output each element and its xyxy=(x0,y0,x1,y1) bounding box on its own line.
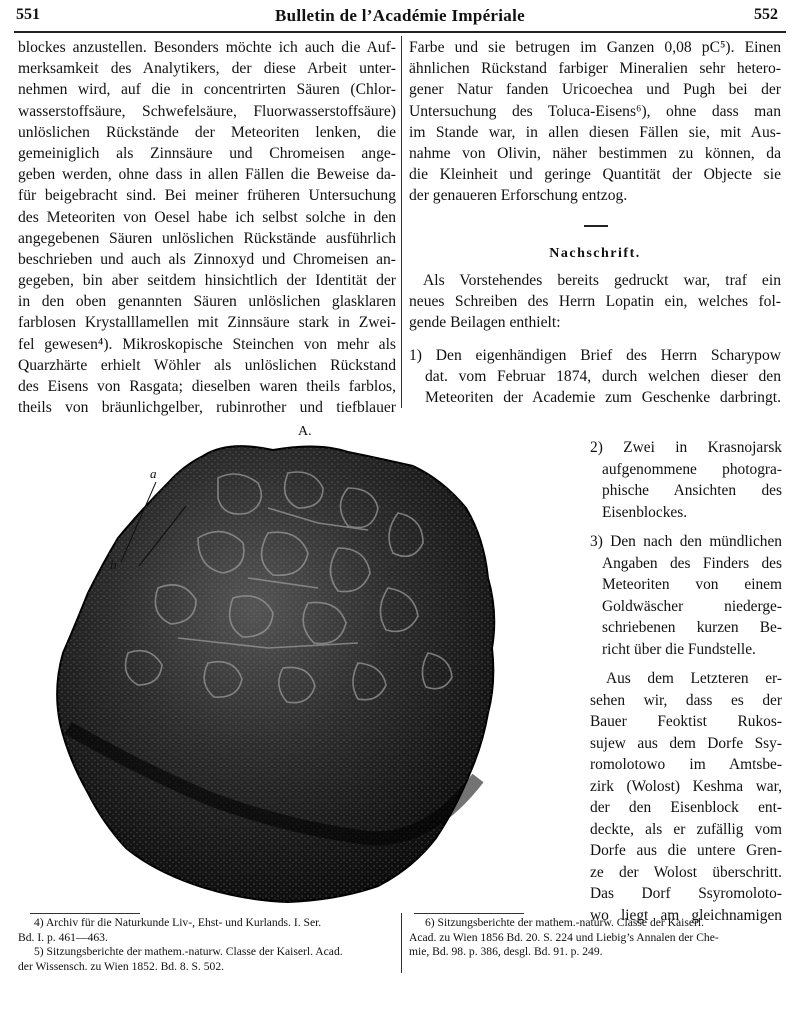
item-line: Meteoriten der Academie zum Geschenke darbringt. xyxy=(425,389,781,407)
left-line: unlöslichen Rückstände der Meteoriten lenken, die xyxy=(18,123,396,141)
item-line: dat. vom Februar 1874, durch welchen dieser den xyxy=(425,368,781,386)
right-line: die Kleinheit und geringe Quantität der Objecte sie xyxy=(409,166,781,184)
left-line: theils von bräunlichgelber, rubinrother und tiefblauer xyxy=(18,399,396,417)
left-line: des Meteoriten von Oesel habe ich selbst solche in den xyxy=(18,208,396,226)
marker-b: b xyxy=(110,557,117,572)
journal-title: Bulletin de l’Académie Impériale xyxy=(275,6,525,25)
footnote-divider xyxy=(401,913,402,973)
left-line: gemeiniglich als Zinnsäure und Chromeisen ange- xyxy=(18,144,396,162)
marker-a: a xyxy=(150,466,157,481)
side-line: Eisenblockes. xyxy=(602,503,688,521)
left-line: blockes anzustellen. Besonders möchte ich auch die Auf- xyxy=(18,39,396,56)
left-line: fel gewesen⁴). Mikroskopische Steinchen von mehr als xyxy=(18,335,396,353)
side-line: Angaben des Finders des xyxy=(602,554,782,572)
side-line: deckte, als er zufällig vom xyxy=(590,820,782,838)
left-line: merksamkeit des Analytikers, der diese Arbeit unter- xyxy=(18,60,396,78)
item-1 xyxy=(409,345,781,409)
left-line: nehmen wird, auf die in concentrirten Säuren (Chlor- xyxy=(18,81,396,99)
meteorite-illustration xyxy=(18,438,582,908)
left-line: Quarzhärte erhielt Wöhler als unlöslichen Rückstand xyxy=(18,356,396,374)
meteorite-figure xyxy=(18,438,582,908)
item-line: 1) Den eigenhändigen Brief des Herrn Scharypow xyxy=(409,347,781,364)
side-line: zirk (Wolost) Keshma war, xyxy=(590,777,782,795)
footnote-line: Acad. zu Wien 1856 Bd. 20. S. 224 und Liebig’s Annalen der Che- xyxy=(409,930,719,944)
footnote-line: 5) Sitzungsberichte der mathem.-naturw. Classe der Kaiserl. Acad. xyxy=(34,945,343,959)
left-column xyxy=(18,37,396,418)
side-line: Dorfe aus die untere Gren- xyxy=(590,842,782,859)
intro-line: neues Schreiben des Herrn Lopatin ein, welches fol- xyxy=(409,293,781,311)
side-line: Aus dem Letzteren er- xyxy=(606,670,782,687)
left-line: beschrieben und auch als Zinnoxyd und Chromeisen an- xyxy=(18,250,396,268)
footnotes-left xyxy=(18,916,396,974)
footnote-line: der Wissensch. zu Wien 1852. Bd. 8. S. 502. xyxy=(18,959,225,973)
side-line: 3) Den nach den mündlichen xyxy=(590,533,782,550)
left-line: geben werden, ohne dass in allen Fällen die Beweise da- xyxy=(18,166,396,184)
right-line: der genaueren Erforschung entzog. xyxy=(409,187,628,205)
right-line: nahme von Olivin, näher bestimmen zu können, da xyxy=(409,144,781,162)
side-line: wo liegt am gleichnamigen xyxy=(590,906,782,924)
nachschrift-intro xyxy=(409,270,781,334)
nachschrift-heading: Nachschrift. xyxy=(549,246,641,261)
side-line: ze der Wolost überschritt. xyxy=(590,863,782,881)
side-line: Meteoriten von einem xyxy=(602,576,782,593)
page-number-right: 552 xyxy=(754,6,778,23)
side-line: der den Eisenblock ent- xyxy=(590,799,782,816)
running-header xyxy=(0,4,800,28)
side-line: Das Dorf Ssyromoloto- xyxy=(590,885,782,902)
column-divider xyxy=(401,36,402,408)
left-line: in den oben genannten Säuren unlöslichen glasklaren xyxy=(18,293,396,311)
right-line: im Stande war, in allen diesen Fällen sie, mit Aus- xyxy=(409,123,781,141)
side-text xyxy=(590,437,782,926)
side-line: sujew aus dem Dorfe Ssy- xyxy=(590,734,782,752)
footnote-line: Bd. I. p. 461—463. xyxy=(18,930,108,944)
page-number-left: 551 xyxy=(16,6,40,23)
right-line: Untersuchung des Toluca-Eisens⁶), ohne dass man xyxy=(409,102,781,120)
side-line: aufgenommene photogra- xyxy=(602,460,782,478)
right-column xyxy=(409,37,781,207)
side-line: romolotowo im Amtsbe- xyxy=(590,756,782,773)
footnote-line: 4) Archiv für die Naturkunde Liv-, Ehst- und Kurlands. I. Ser. xyxy=(34,916,322,929)
side-line: phische Ansichten des xyxy=(602,482,782,499)
left-line: farblosen Krystalllamellen mit Zinnsäure stark in Zwei- xyxy=(18,314,396,332)
right-line: ähnlichen Rückstand farbiger Mineralien sehr hetero- xyxy=(409,60,781,78)
footnote-line: 6) Sitzungsberichte der mathem.-naturw. Classe der Kaiserl. xyxy=(425,916,705,929)
footnotes-right xyxy=(409,916,781,960)
footnote-rule-left xyxy=(30,913,140,914)
intro-line: Als Vorstehendes bereits gedruckt war, traf ein xyxy=(423,272,781,289)
left-line: für beigebracht sind. Bei meiner früheren Untersuchung xyxy=(18,187,396,205)
right-line: Farbe und sie betrugen im Ganzen 0,08 pC⁵). Einen xyxy=(409,39,781,56)
intro-line: gende Beilagen enthielt: xyxy=(409,314,561,332)
left-line: wasserstoffsäure, Schwefelsäure, Fluorwasserstoffsäure) xyxy=(18,102,396,120)
side-line: 2) Zwei in Krasnojarsk xyxy=(590,439,782,456)
side-line: schriebenen kurzen Be- xyxy=(602,619,782,636)
figure-label: A. xyxy=(298,424,312,439)
footnote-rule-right xyxy=(414,913,524,914)
right-line: gener Natur fanden Uricoechea und Pugh bei der xyxy=(409,81,781,99)
left-line: angegebenen Säuren unlöslichen Rückstände ausführlich xyxy=(18,229,396,247)
footnote-line: mie, Bd. 98. p. 386, desgl. Bd. 91. p. 249. xyxy=(409,945,603,959)
left-line: des Eisens von Rasgata; dieselben waren theils farblos, xyxy=(18,378,396,395)
side-line: Bauer Feoktist Rukos- xyxy=(590,713,782,730)
left-line: gegeben, bin aber seitdem hinsichtlich der Identität der xyxy=(18,272,396,290)
side-line: richt über die Fundstelle. xyxy=(602,640,756,658)
side-line: Goldwäscher niederge- xyxy=(602,597,782,615)
side-line: sehen wir, dass es der xyxy=(590,691,782,709)
header-rule xyxy=(14,31,786,33)
section-dash xyxy=(584,225,608,227)
